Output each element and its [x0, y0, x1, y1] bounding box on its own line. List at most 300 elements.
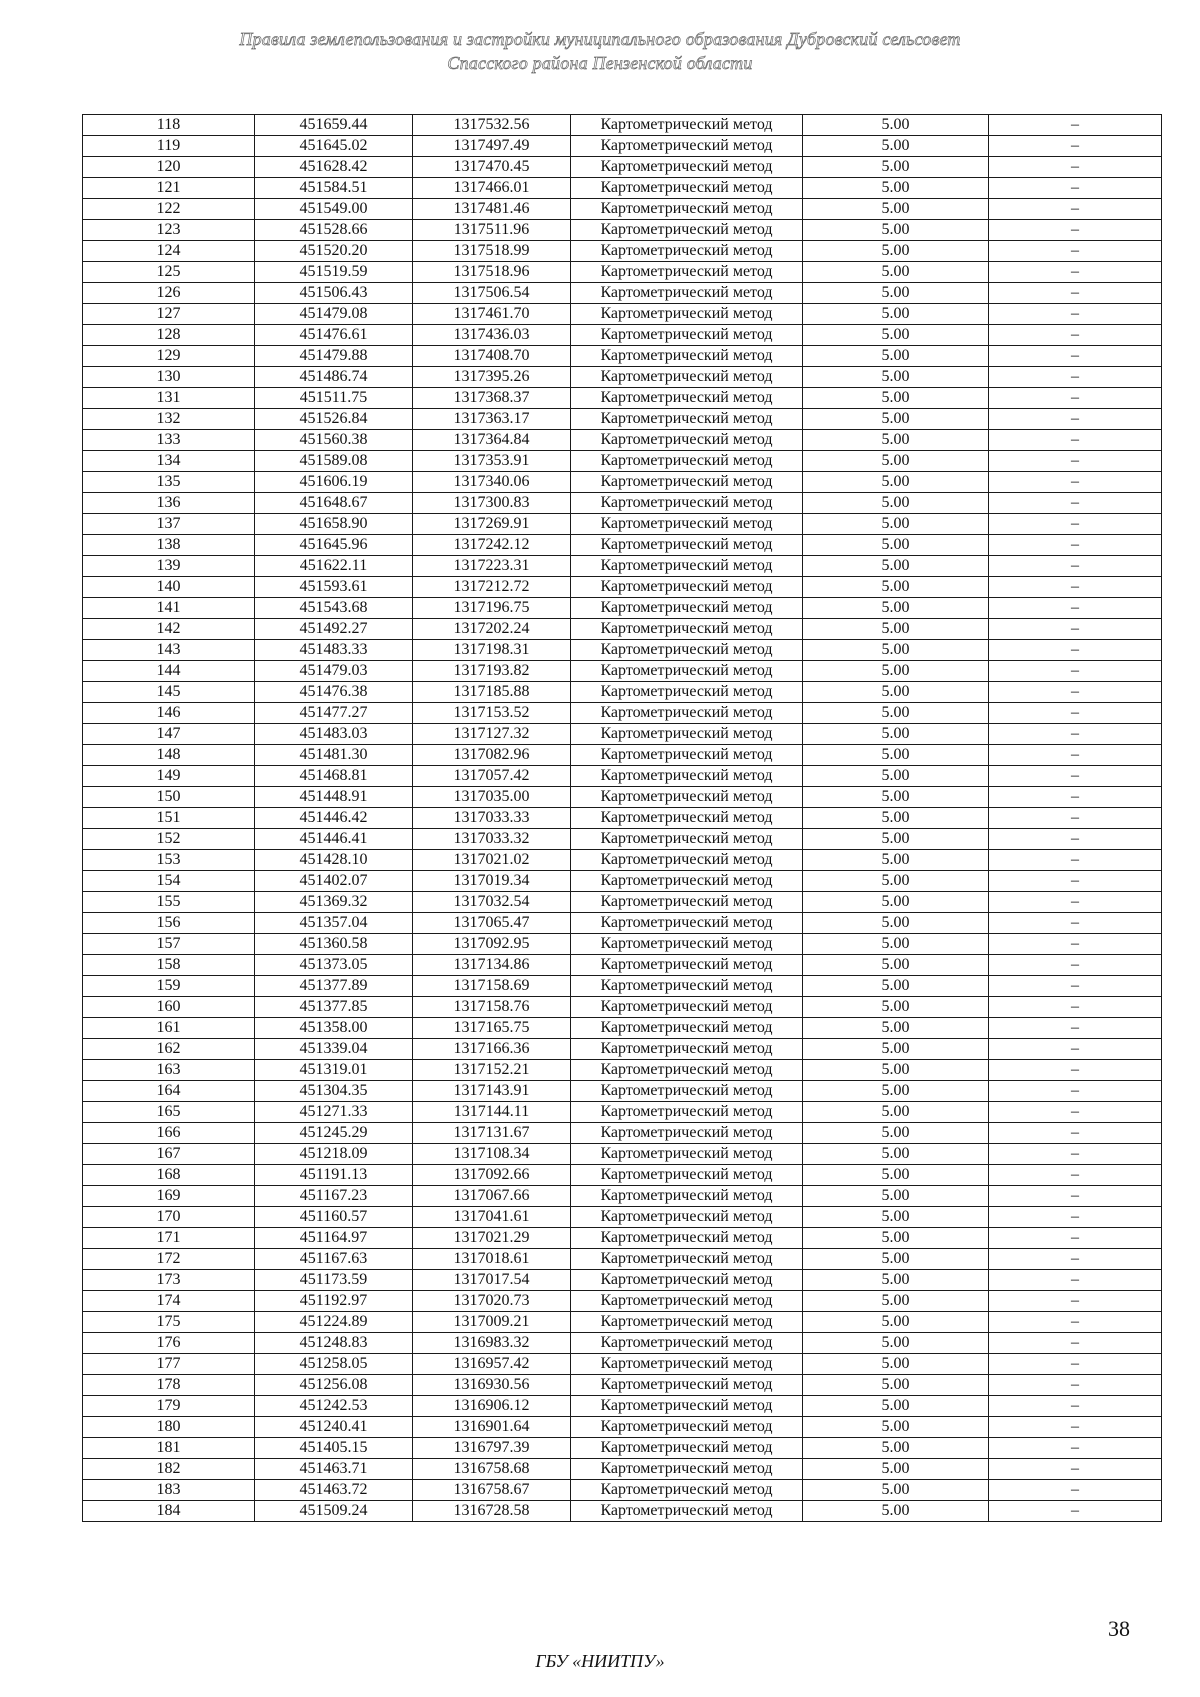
accuracy-cell: 5.00	[803, 871, 989, 892]
y-coordinate-cell: 1317223.31	[413, 556, 571, 577]
x-coordinate-cell: 451479.88	[255, 346, 413, 367]
table-row	[83, 1459, 1162, 1480]
method-cell: Картометрический метод	[571, 934, 803, 955]
x-coordinate-cell: 451560.38	[255, 430, 413, 451]
note-cell: –	[989, 1375, 1162, 1396]
note-cell: –	[989, 1438, 1162, 1459]
x-coordinate-cell: 451519.59	[255, 262, 413, 283]
y-coordinate-cell: 1317518.96	[413, 262, 571, 283]
method-cell: Картометрический метод	[571, 1249, 803, 1270]
y-coordinate-cell: 1317202.24	[413, 619, 571, 640]
accuracy-cell: 5.00	[803, 535, 989, 556]
method-cell: Картометрический метод	[571, 535, 803, 556]
accuracy-cell: 5.00	[803, 1165, 989, 1186]
y-coordinate-cell: 1317127.32	[413, 724, 571, 745]
note-cell: –	[989, 346, 1162, 367]
accuracy-cell: 5.00	[803, 1291, 989, 1312]
x-coordinate-cell: 451659.44	[255, 115, 413, 136]
x-coordinate-cell: 451483.03	[255, 724, 413, 745]
x-coordinate-cell: 451224.89	[255, 1312, 413, 1333]
note-cell: –	[989, 1207, 1162, 1228]
point-number-cell: 143	[83, 640, 255, 661]
point-number-cell: 134	[83, 451, 255, 472]
accuracy-cell: 5.00	[803, 304, 989, 325]
y-coordinate-cell: 1317144.11	[413, 1102, 571, 1123]
accuracy-cell: 5.00	[803, 1186, 989, 1207]
method-cell: Картометрический метод	[571, 199, 803, 220]
point-number-cell: 169	[83, 1186, 255, 1207]
x-coordinate-cell: 451479.03	[255, 661, 413, 682]
x-coordinate-cell: 451248.83	[255, 1333, 413, 1354]
note-cell: –	[989, 1186, 1162, 1207]
note-cell: –	[989, 913, 1162, 934]
point-number-cell: 152	[83, 829, 255, 850]
method-cell: Картометрический метод	[571, 976, 803, 997]
table-row	[83, 1501, 1162, 1522]
x-coordinate-cell: 451481.30	[255, 745, 413, 766]
note-cell: –	[989, 871, 1162, 892]
y-coordinate-cell: 1317033.32	[413, 829, 571, 850]
point-number-cell: 178	[83, 1375, 255, 1396]
accuracy-cell: 5.00	[803, 1354, 989, 1375]
y-coordinate-cell: 1317242.12	[413, 535, 571, 556]
note-cell: –	[989, 493, 1162, 514]
table-row	[83, 220, 1162, 241]
point-number-cell: 121	[83, 178, 255, 199]
method-cell: Картометрический метод	[571, 1417, 803, 1438]
x-coordinate-cell: 451549.00	[255, 199, 413, 220]
y-coordinate-cell: 1317518.99	[413, 241, 571, 262]
y-coordinate-cell: 1317461.70	[413, 304, 571, 325]
accuracy-cell: 5.00	[803, 598, 989, 619]
point-number-cell: 160	[83, 997, 255, 1018]
accuracy-cell: 5.00	[803, 1501, 989, 1522]
method-cell: Картометрический метод	[571, 1144, 803, 1165]
x-coordinate-cell: 451528.66	[255, 220, 413, 241]
point-number-cell: 122	[83, 199, 255, 220]
x-coordinate-cell: 451477.27	[255, 703, 413, 724]
x-coordinate-cell: 451476.61	[255, 325, 413, 346]
note-cell: –	[989, 241, 1162, 262]
y-coordinate-cell: 1317353.91	[413, 451, 571, 472]
accuracy-cell: 5.00	[803, 367, 989, 388]
y-coordinate-cell: 1317158.69	[413, 976, 571, 997]
table-row	[83, 619, 1162, 640]
point-number-cell: 129	[83, 346, 255, 367]
point-number-cell: 161	[83, 1018, 255, 1039]
method-cell: Картометрический метод	[571, 787, 803, 808]
point-number-cell: 137	[83, 514, 255, 535]
point-number-cell: 184	[83, 1501, 255, 1522]
x-coordinate-cell: 451377.89	[255, 976, 413, 997]
note-cell: –	[989, 1417, 1162, 1438]
table-row	[83, 1144, 1162, 1165]
point-number-cell: 179	[83, 1396, 255, 1417]
note-cell: –	[989, 199, 1162, 220]
accuracy-cell: 5.00	[803, 1459, 989, 1480]
x-coordinate-cell: 451645.02	[255, 136, 413, 157]
accuracy-cell: 5.00	[803, 241, 989, 262]
x-coordinate-cell: 451492.27	[255, 619, 413, 640]
table-row	[83, 598, 1162, 619]
x-coordinate-cell: 451245.29	[255, 1123, 413, 1144]
table-row	[83, 1333, 1162, 1354]
point-number-cell: 171	[83, 1228, 255, 1249]
point-number-cell: 149	[83, 766, 255, 787]
note-cell: –	[989, 892, 1162, 913]
method-cell: Картометрический метод	[571, 304, 803, 325]
table-row	[83, 430, 1162, 451]
note-cell: –	[989, 325, 1162, 346]
x-coordinate-cell: 451483.33	[255, 640, 413, 661]
point-number-cell: 124	[83, 241, 255, 262]
point-number-cell: 125	[83, 262, 255, 283]
method-cell: Картометрический метод	[571, 1312, 803, 1333]
method-cell: Картометрический метод	[571, 1501, 803, 1522]
method-cell: Картометрический метод	[571, 955, 803, 976]
x-coordinate-cell: 451339.04	[255, 1039, 413, 1060]
accuracy-cell: 5.00	[803, 1228, 989, 1249]
method-cell: Картометрический метод	[571, 661, 803, 682]
accuracy-cell: 5.00	[803, 1039, 989, 1060]
table-row	[83, 1018, 1162, 1039]
method-cell: Картометрический метод	[571, 829, 803, 850]
table-row	[83, 934, 1162, 955]
point-number-cell: 131	[83, 388, 255, 409]
point-number-cell: 130	[83, 367, 255, 388]
accuracy-cell: 5.00	[803, 262, 989, 283]
method-cell: Картометрический метод	[571, 1165, 803, 1186]
method-cell: Картометрический метод	[571, 556, 803, 577]
page-number: 38	[1108, 1616, 1130, 1641]
y-coordinate-cell: 1317057.42	[413, 766, 571, 787]
accuracy-cell: 5.00	[803, 955, 989, 976]
note-cell: –	[989, 661, 1162, 682]
point-number-cell: 151	[83, 808, 255, 829]
table-row	[83, 514, 1162, 535]
method-cell: Картометрический метод	[571, 514, 803, 535]
document-header	[0, 27, 1200, 75]
x-coordinate-cell: 451648.67	[255, 493, 413, 514]
note-cell: –	[989, 703, 1162, 724]
method-cell: Картометрический метод	[571, 1375, 803, 1396]
note-cell: –	[989, 388, 1162, 409]
note-cell: –	[989, 1333, 1162, 1354]
method-cell: Картометрический метод	[571, 493, 803, 514]
coordinates-table-body	[83, 115, 1162, 1522]
x-coordinate-cell: 451377.85	[255, 997, 413, 1018]
table-row	[83, 1396, 1162, 1417]
table-row	[83, 1081, 1162, 1102]
accuracy-cell: 5.00	[803, 745, 989, 766]
y-coordinate-cell: 1316797.39	[413, 1438, 571, 1459]
method-cell: Картометрический метод	[571, 1102, 803, 1123]
point-number-cell: 139	[83, 556, 255, 577]
point-number-cell: 170	[83, 1207, 255, 1228]
x-coordinate-cell: 451242.53	[255, 1396, 413, 1417]
point-number-cell: 180	[83, 1417, 255, 1438]
method-cell: Картометрический метод	[571, 1123, 803, 1144]
point-number-cell: 159	[83, 976, 255, 997]
accuracy-cell: 5.00	[803, 199, 989, 220]
table-row	[83, 262, 1162, 283]
accuracy-cell: 5.00	[803, 1270, 989, 1291]
table-row	[83, 871, 1162, 892]
table-row	[83, 1102, 1162, 1123]
table-row	[83, 283, 1162, 304]
accuracy-cell: 5.00	[803, 430, 989, 451]
point-number-cell: 175	[83, 1312, 255, 1333]
table-row	[83, 829, 1162, 850]
x-coordinate-cell: 451192.97	[255, 1291, 413, 1312]
accuracy-cell: 5.00	[803, 409, 989, 430]
table-row	[83, 493, 1162, 514]
table-row	[83, 115, 1162, 136]
accuracy-cell: 5.00	[803, 766, 989, 787]
point-number-cell: 156	[83, 913, 255, 934]
y-coordinate-cell: 1317143.91	[413, 1081, 571, 1102]
x-coordinate-cell: 451164.97	[255, 1228, 413, 1249]
y-coordinate-cell: 1317158.76	[413, 997, 571, 1018]
accuracy-cell: 5.00	[803, 724, 989, 745]
method-cell: Картометрический метод	[571, 682, 803, 703]
table-row	[83, 157, 1162, 178]
note-cell: –	[989, 1270, 1162, 1291]
table-row	[83, 976, 1162, 997]
y-coordinate-cell: 1317481.46	[413, 199, 571, 220]
y-coordinate-cell: 1317017.54	[413, 1270, 571, 1291]
method-cell: Картометрический метод	[571, 1291, 803, 1312]
x-coordinate-cell: 451360.58	[255, 934, 413, 955]
x-coordinate-cell: 451606.19	[255, 472, 413, 493]
table-row	[83, 1354, 1162, 1375]
y-coordinate-cell: 1317364.84	[413, 430, 571, 451]
accuracy-cell: 5.00	[803, 1081, 989, 1102]
note-cell: –	[989, 304, 1162, 325]
table-row	[83, 766, 1162, 787]
table-row	[83, 388, 1162, 409]
y-coordinate-cell: 1317021.02	[413, 850, 571, 871]
point-number-cell: 168	[83, 1165, 255, 1186]
table-row	[83, 304, 1162, 325]
note-cell: –	[989, 1081, 1162, 1102]
point-number-cell: 142	[83, 619, 255, 640]
table-row	[83, 661, 1162, 682]
x-coordinate-cell: 451511.75	[255, 388, 413, 409]
method-cell: Картометрический метод	[571, 577, 803, 598]
accuracy-cell: 5.00	[803, 1144, 989, 1165]
note-cell: –	[989, 1165, 1162, 1186]
table-row	[83, 1417, 1162, 1438]
note-cell: –	[989, 1312, 1162, 1333]
table-row	[83, 850, 1162, 871]
accuracy-cell: 5.00	[803, 1207, 989, 1228]
method-cell: Картометрический метод	[571, 283, 803, 304]
accuracy-cell: 5.00	[803, 976, 989, 997]
table-row	[83, 577, 1162, 598]
point-number-cell: 127	[83, 304, 255, 325]
method-cell: Картометрический метод	[571, 850, 803, 871]
y-coordinate-cell: 1317092.95	[413, 934, 571, 955]
note-cell: –	[989, 1123, 1162, 1144]
accuracy-cell: 5.00	[803, 640, 989, 661]
method-cell: Картометрический метод	[571, 619, 803, 640]
note-cell: –	[989, 997, 1162, 1018]
point-number-cell: 157	[83, 934, 255, 955]
method-cell: Картометрический метод	[571, 1480, 803, 1501]
table-row	[83, 1165, 1162, 1186]
accuracy-cell: 5.00	[803, 703, 989, 724]
point-number-cell: 148	[83, 745, 255, 766]
point-number-cell: 182	[83, 1459, 255, 1480]
note-cell: –	[989, 1060, 1162, 1081]
table-row	[83, 1123, 1162, 1144]
table-row	[83, 1207, 1162, 1228]
y-coordinate-cell: 1317153.52	[413, 703, 571, 724]
accuracy-cell: 5.00	[803, 1060, 989, 1081]
accuracy-cell: 5.00	[803, 661, 989, 682]
table-row	[83, 1039, 1162, 1060]
table-row	[83, 1312, 1162, 1333]
method-cell: Картометрический метод	[571, 430, 803, 451]
method-cell: Картометрический метод	[571, 1039, 803, 1060]
accuracy-cell: 5.00	[803, 1333, 989, 1354]
x-coordinate-cell: 451357.04	[255, 913, 413, 934]
method-cell: Картометрический метод	[571, 241, 803, 262]
note-cell: –	[989, 1102, 1162, 1123]
method-cell: Картометрический метод	[571, 325, 803, 346]
table-row	[83, 451, 1162, 472]
method-cell: Картометрический метод	[571, 1018, 803, 1039]
x-coordinate-cell: 451645.96	[255, 535, 413, 556]
method-cell: Картометрический метод	[571, 724, 803, 745]
y-coordinate-cell: 1316930.56	[413, 1375, 571, 1396]
accuracy-cell: 5.00	[803, 850, 989, 871]
point-number-cell: 153	[83, 850, 255, 871]
y-coordinate-cell: 1317018.61	[413, 1249, 571, 1270]
method-cell: Картометрический метод	[571, 346, 803, 367]
method-cell: Картометрический метод	[571, 472, 803, 493]
x-coordinate-cell: 451584.51	[255, 178, 413, 199]
y-coordinate-cell: 1316983.32	[413, 1333, 571, 1354]
y-coordinate-cell: 1316728.58	[413, 1501, 571, 1522]
method-cell: Картометрический метод	[571, 367, 803, 388]
accuracy-cell: 5.00	[803, 997, 989, 1018]
note-cell: –	[989, 1144, 1162, 1165]
point-number-cell: 140	[83, 577, 255, 598]
y-coordinate-cell: 1316758.67	[413, 1480, 571, 1501]
note-cell: –	[989, 451, 1162, 472]
method-cell: Картометрический метод	[571, 1396, 803, 1417]
note-cell: –	[989, 283, 1162, 304]
table-row	[83, 346, 1162, 367]
point-number-cell: 145	[83, 682, 255, 703]
note-cell: –	[989, 1249, 1162, 1270]
accuracy-cell: 5.00	[803, 157, 989, 178]
accuracy-cell: 5.00	[803, 493, 989, 514]
method-cell: Картометрический метод	[571, 136, 803, 157]
table-row	[83, 409, 1162, 430]
note-cell: –	[989, 1459, 1162, 1480]
note-cell: –	[989, 1291, 1162, 1312]
y-coordinate-cell: 1317395.26	[413, 367, 571, 388]
table-row	[83, 892, 1162, 913]
method-cell: Картометрический метод	[571, 766, 803, 787]
note-cell: –	[989, 367, 1162, 388]
accuracy-cell: 5.00	[803, 1123, 989, 1144]
note-cell: –	[989, 808, 1162, 829]
x-coordinate-cell: 451463.72	[255, 1480, 413, 1501]
method-cell: Картометрический метод	[571, 892, 803, 913]
point-number-cell: 165	[83, 1102, 255, 1123]
point-number-cell: 177	[83, 1354, 255, 1375]
x-coordinate-cell: 451589.08	[255, 451, 413, 472]
point-number-cell: 176	[83, 1333, 255, 1354]
x-coordinate-cell: 451256.08	[255, 1375, 413, 1396]
method-cell: Картометрический метод	[571, 262, 803, 283]
note-cell: –	[989, 514, 1162, 535]
x-coordinate-cell: 451622.11	[255, 556, 413, 577]
footer-organization: ГБУ «НИИТПУ»	[535, 1651, 665, 1671]
note-cell: –	[989, 682, 1162, 703]
note-cell: –	[989, 829, 1162, 850]
y-coordinate-cell: 1317152.21	[413, 1060, 571, 1081]
note-cell: –	[989, 556, 1162, 577]
point-number-cell: 141	[83, 598, 255, 619]
point-number-cell: 162	[83, 1039, 255, 1060]
table-row	[83, 997, 1162, 1018]
point-number-cell: 119	[83, 136, 255, 157]
header-line-2: Спасского района Пензенской области	[447, 53, 753, 73]
table-row	[83, 640, 1162, 661]
y-coordinate-cell: 1317363.17	[413, 409, 571, 430]
accuracy-cell: 5.00	[803, 619, 989, 640]
x-coordinate-cell: 451468.81	[255, 766, 413, 787]
accuracy-cell: 5.00	[803, 1438, 989, 1459]
table-row	[83, 199, 1162, 220]
method-cell: Картометрический метод	[571, 808, 803, 829]
note-cell: –	[989, 115, 1162, 136]
note-cell: –	[989, 409, 1162, 430]
note-cell: –	[989, 766, 1162, 787]
accuracy-cell: 5.00	[803, 913, 989, 934]
accuracy-cell: 5.00	[803, 115, 989, 136]
point-number-cell: 164	[83, 1081, 255, 1102]
y-coordinate-cell: 1317436.03	[413, 325, 571, 346]
accuracy-cell: 5.00	[803, 514, 989, 535]
y-coordinate-cell: 1317196.75	[413, 598, 571, 619]
note-cell: –	[989, 1396, 1162, 1417]
accuracy-cell: 5.00	[803, 577, 989, 598]
method-cell: Картометрический метод	[571, 1438, 803, 1459]
table-row	[83, 808, 1162, 829]
point-number-cell: 147	[83, 724, 255, 745]
accuracy-cell: 5.00	[803, 1312, 989, 1333]
y-coordinate-cell: 1317041.61	[413, 1207, 571, 1228]
y-coordinate-cell: 1317033.33	[413, 808, 571, 829]
table-row	[83, 1438, 1162, 1459]
note-cell: –	[989, 934, 1162, 955]
y-coordinate-cell: 1317497.49	[413, 136, 571, 157]
y-coordinate-cell: 1317032.54	[413, 892, 571, 913]
note-cell: –	[989, 178, 1162, 199]
note-cell: –	[989, 1039, 1162, 1060]
note-cell: –	[989, 157, 1162, 178]
point-number-cell: 173	[83, 1270, 255, 1291]
y-coordinate-cell: 1317021.29	[413, 1228, 571, 1249]
x-coordinate-cell: 451319.01	[255, 1060, 413, 1081]
accuracy-cell: 5.00	[803, 346, 989, 367]
